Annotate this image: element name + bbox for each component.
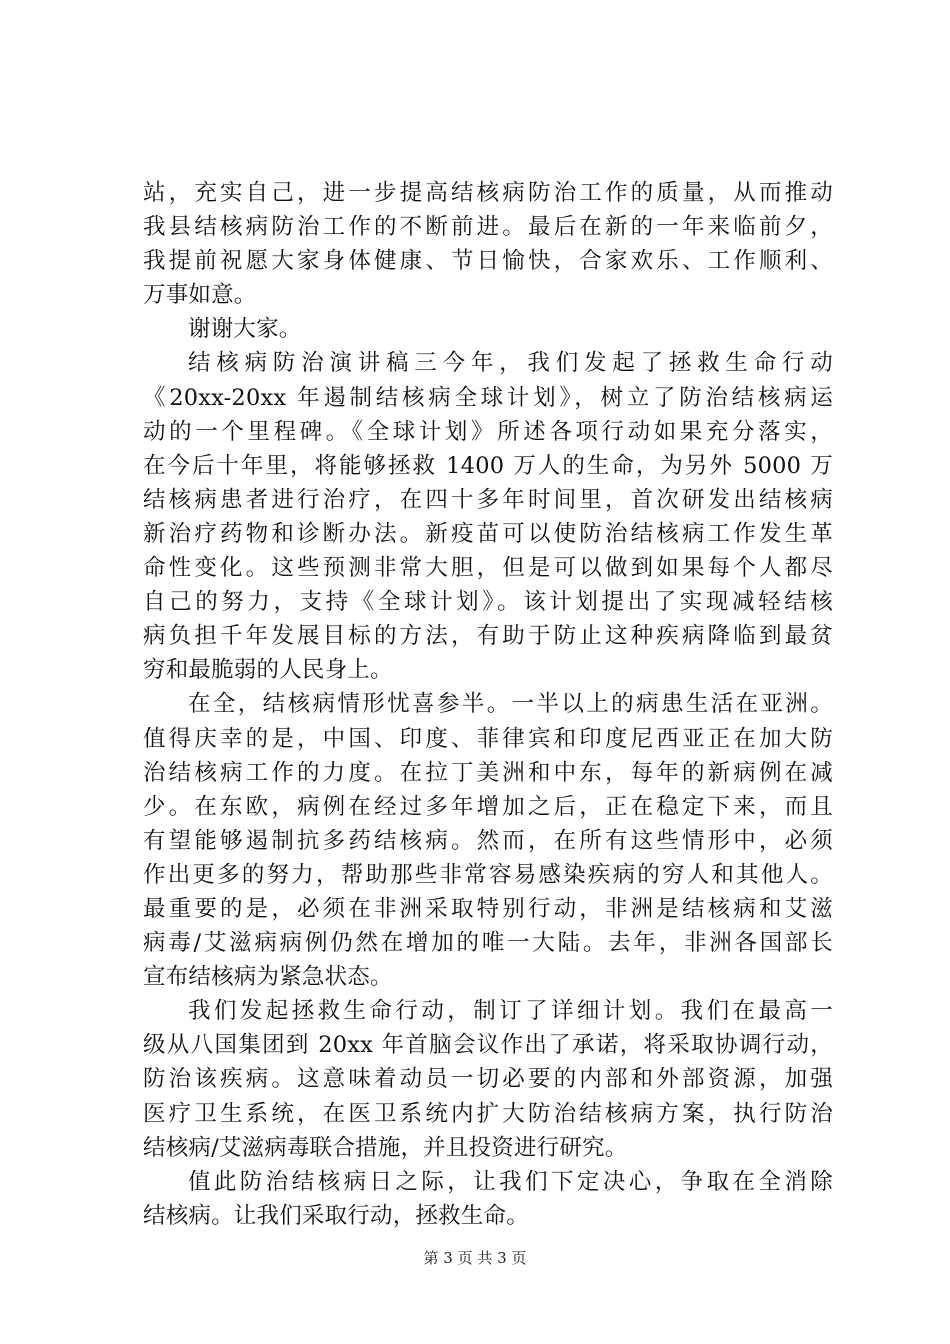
text-line: 结核病患者进行治疗，在四十多年时间里，首次研发出结核病: [143, 486, 833, 513]
text-line: 宣布结核病为紧急状态。: [143, 964, 393, 991]
text-line: 在今后十年里，将能够拯救 1400 万人的生命，为另外 5000 万: [143, 452, 833, 479]
text-line: 医疗卫生系统，在医卫系统内扩大防治结核病方案，执行防治: [143, 1100, 833, 1127]
text-line: 动的一个里程碑。《全球计划》所述各项行动如果充分落实，: [143, 418, 833, 445]
text-line: 治结核病工作的力度。在拉丁美洲和中东，每年的新病例在减: [143, 759, 833, 786]
text-line: 我县结核病防治工作的不断前进。最后在新的一年来临前夕，: [143, 214, 833, 241]
text-line: 我提前祝愿大家身体健康、节日愉快，合家欢乐、工作顺利、: [143, 248, 833, 275]
text-line: 结核病。让我们采取行动，拯救生命。: [143, 1202, 529, 1229]
text-line: 防治该疾病。这意味着动员一切必要的内部和外部资源，加强: [143, 1066, 833, 1093]
text-line: 级从八国集团到 20xx 年首脑会议作出了承诺，将采取协调行动，: [143, 1032, 833, 1059]
text-line: 命性变化。这些预测非常大胆，但是可以做到如果每个人都尽: [143, 555, 833, 582]
text-line: 《20xx-20xx 年遏制结核病全球计划》，树立了防治结核病运: [143, 384, 833, 411]
text-line: 万事如意。: [143, 282, 257, 309]
text-line: 病负担千年发展目标的方法，有助于防止这种疾病降临到最贫: [143, 623, 833, 650]
text-line: 新治疗药物和诊断办法。新疫苗可以使防治结核病工作发生革: [143, 520, 833, 547]
text-line: 最重要的是，必须在非洲采取特别行动，非洲是结核病和艾滋: [143, 895, 833, 922]
text-line: 少。在东欧，病例在经过多年增加之后，正在稳定下来，而且: [143, 793, 833, 820]
text-line: 谢谢大家。: [188, 316, 302, 343]
text-line: 自己的努力，支持《全球计划》。该计划提出了实现减轻结核: [143, 589, 833, 616]
text-line: 病毒/艾滋病病例仍然在增加的唯一大陆。去年，非洲各国部长: [143, 930, 833, 957]
text-line: 结核病防治演讲稿三今年，我们发起了拯救生命行动: [188, 350, 833, 377]
text-line: 我们发起拯救生命行动，制订了详细计划。我们在最高一: [188, 998, 833, 1025]
text-line: 站，充实自己，进一步提高结核病防治工作的质量，从而推动: [143, 180, 833, 206]
text-line: 值得庆幸的是，中国、印度、菲律宾和印度尼西亚正在加大防: [143, 725, 833, 752]
text-line: 穷和最脆弱的人民身上。: [143, 657, 393, 684]
text-line: 结核病/艾滋病毒联合措施，并且投资进行研究。: [143, 1134, 628, 1161]
text-line: 值此防治结核病日之际，让我们下定决心，争取在全消除: [188, 1168, 833, 1195]
text-line: 作出更多的努力，帮助那些非常容易感染疾病的穷人和其他人。: [143, 861, 833, 888]
text-line: 有望能够遏制抗多药结核病。然而，在所有这些情形中，必须: [143, 827, 833, 854]
document-body: [143, 176, 833, 1233]
page-footer: 第 3 页 共 3 页: [423, 1249, 527, 1267]
text-line: 在全，结核病情形忧喜参半。一半以上的病患生活在亚洲。: [188, 691, 833, 718]
